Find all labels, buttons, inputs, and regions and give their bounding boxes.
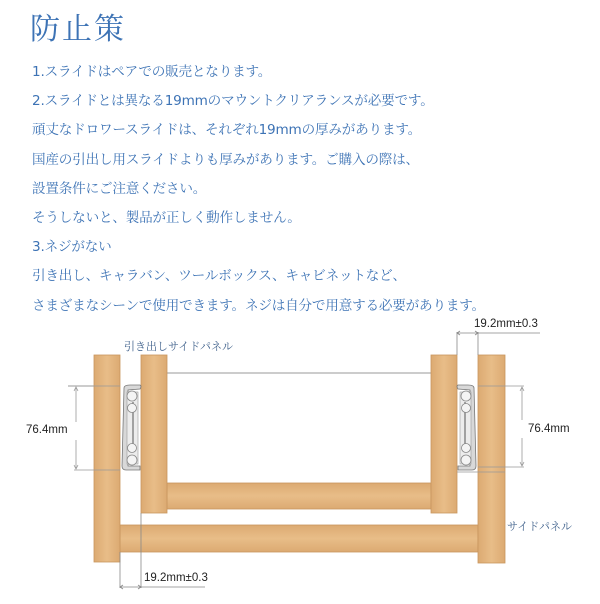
description-line: 頑丈なドロワースライドは、それぞれ19mmの厚みがあります。 [32, 122, 422, 139]
description-line: 引き出し、キャラバン、ツールボックス、キャビネットなど、 [32, 268, 406, 285]
left-slide-height-label: 76.4mm [26, 424, 68, 436]
description-line: 1.スライドはペアでの販売となります。 [32, 64, 272, 80]
description-line: さまざまなシーンで使用できます。ネジは自分で用意する必要があります。 [32, 297, 485, 314]
drawer-bottom-board [167, 483, 431, 509]
page-title: 防止策 [30, 12, 126, 47]
outer-bottom-board [120, 525, 478, 552]
description-line: そうしないと、製品が正しく動作しません。 [32, 209, 301, 226]
description-line: 設置条件にご注意ください。 [32, 180, 207, 197]
side-panel-label: サイドパネル [507, 521, 573, 533]
left-drawer-side-panel [141, 355, 167, 513]
description-line: 国産の引出し用スライドよりも厚みがあります。ご購入の際は、 [32, 151, 419, 168]
description-line: 3.ネジがない [32, 239, 112, 256]
drawer-side-panel-label: 引き出しサイドパネル [124, 341, 234, 353]
leader-lines [68, 373, 431, 386]
top-clearance-label: 19.2mm±0.3 [474, 318, 538, 330]
bottom-clearance-label: 19.2mm±0.3 [144, 572, 208, 584]
description-line: 2.スライドとは異なる19mmのマウントクリアランスが必要です。 [32, 93, 434, 110]
right-slide-height-label: 76.4mm [528, 423, 570, 435]
right-slide [457, 385, 476, 470]
left-slide [122, 385, 141, 470]
top-clearance-dimension [457, 331, 540, 355]
right-drawer-side-panel [431, 355, 457, 513]
